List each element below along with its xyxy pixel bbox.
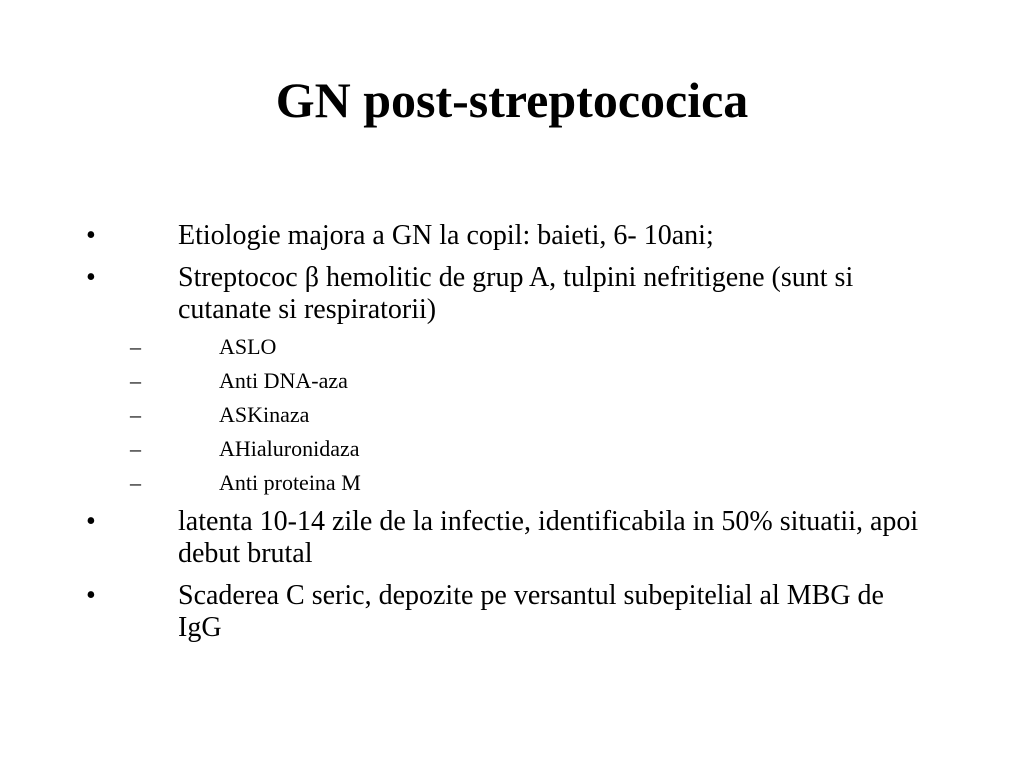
dash-icon: – [130, 368, 141, 393]
dash-icon: – [130, 436, 141, 461]
sub-item-ahialuronidaza [0, 436, 1024, 462]
sub-item-text: AHialuronidaza [219, 436, 360, 461]
slide-title: GN post-streptococica [275, 72, 749, 128]
sub-item-anti-proteina-m [0, 470, 1024, 496]
bullet-text: Etiologie majora a GN la copil: baieti, 6- 10ani; [178, 220, 714, 251]
bullet-text: Scaderea C seric, depozite pe versantul subepitelial al MBG de IgG [178, 580, 884, 643]
bullet-item-etiology [0, 220, 1024, 252]
sub-item-anti-dna-aza [0, 368, 1024, 394]
bullet-item-streptococcus [0, 262, 1024, 326]
bullet-icon: • [86, 262, 96, 293]
dash-icon: – [130, 470, 141, 495]
bullet-text: Streptococ β hemolitic de grup A, tulpini nefritigene (sunt si cutanate si respiratorii) [178, 262, 854, 325]
sub-item-aslo [0, 334, 1024, 360]
bullet-icon: • [86, 506, 96, 537]
bullet-item-latency [0, 506, 1024, 570]
bullet-list [0, 220, 1024, 654]
bullet-item-complement [0, 580, 1024, 644]
sub-item-text: ASLO [219, 334, 277, 359]
sub-item-askinaza [0, 402, 1024, 428]
sub-item-text: ASKinaza [219, 402, 310, 427]
sub-item-text: Anti DNA-aza [219, 368, 348, 393]
sub-item-text: Anti proteina M [219, 470, 361, 495]
bullet-icon: • [86, 220, 96, 251]
sub-bullet-list [0, 334, 1024, 496]
dash-icon: – [130, 334, 141, 359]
bullet-text: latenta 10-14 zile de la infectie, identificabila in 50% situatii, apoi debut brutal [178, 506, 919, 569]
bullet-icon: • [86, 580, 96, 611]
dash-icon: – [130, 402, 141, 427]
